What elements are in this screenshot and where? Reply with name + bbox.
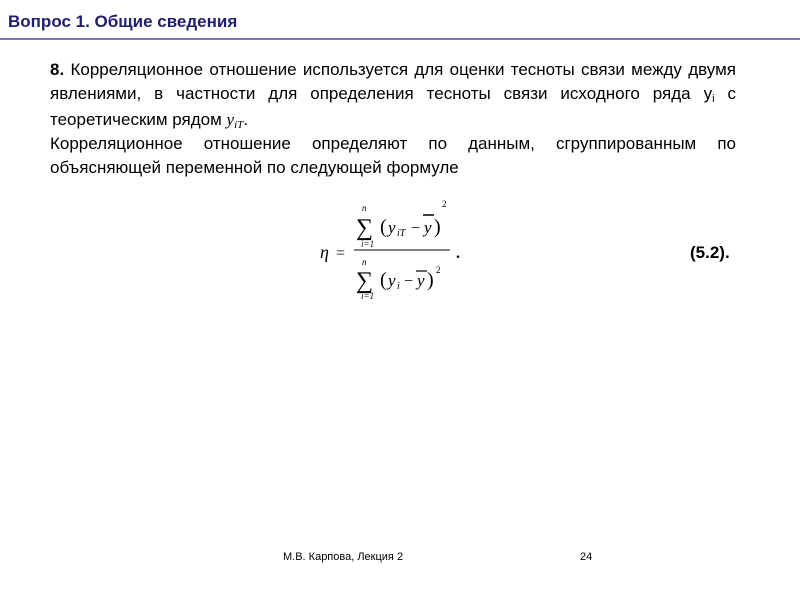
footer-author: М.В. Карпова, Лекция 2	[283, 551, 404, 563]
den-upper-limit: n	[362, 257, 367, 267]
eta-symbol: η	[320, 242, 329, 262]
num-sum-sign: ∑	[356, 215, 374, 241]
den-sum-sign: ∑	[356, 268, 374, 294]
num-ybar: y	[424, 218, 432, 237]
paragraph-formula-intro: Корреляционное отношение определяют по данным, сгруппированным по объясняющей переменной по следующей формуле	[50, 134, 736, 177]
den-y: y	[388, 271, 396, 290]
page-number: 24	[580, 551, 593, 563]
num-open-paren: (	[380, 216, 387, 238]
den-close-paren: )	[427, 269, 434, 291]
den-lower-limit: i=1	[361, 291, 375, 301]
title-divider	[0, 38, 800, 40]
paragraph-end: .	[243, 110, 249, 129]
yit-symbol: yiT	[226, 110, 244, 131]
den-open-paren: (	[380, 269, 387, 291]
num-y: y	[388, 218, 396, 237]
paragraph-text-a: Корреляционное отношение используется для оценки тесноты связи между двумя явлениями, в частности для определения тесноты связи исходного ряда	[50, 60, 736, 103]
paragraph-definition	[50, 58, 736, 134]
formula-number: (5.2).	[690, 243, 730, 262]
num-y-subscript: iT	[397, 228, 406, 239]
num-upper-limit: n	[362, 203, 367, 213]
num-lower-limit: i=1	[361, 239, 375, 249]
equals-sign: =	[336, 245, 346, 262]
item-number: 8.	[50, 60, 65, 79]
den-y-subscript: i	[397, 281, 400, 292]
correlation-ratio-formula	[318, 195, 478, 305]
den-minus: −	[404, 273, 414, 290]
num-minus: −	[411, 220, 421, 237]
num-power: 2	[442, 199, 447, 209]
slide-title: Вопрос 1. Общие сведения	[8, 12, 238, 31]
num-close-paren: )	[434, 216, 441, 238]
yi-symbol: yi	[703, 84, 715, 105]
formula-period: .	[456, 245, 460, 262]
den-ybar: y	[417, 271, 425, 290]
den-power: 2	[436, 265, 441, 275]
paragraph-text-b: с теоретическим рядом	[50, 84, 736, 129]
